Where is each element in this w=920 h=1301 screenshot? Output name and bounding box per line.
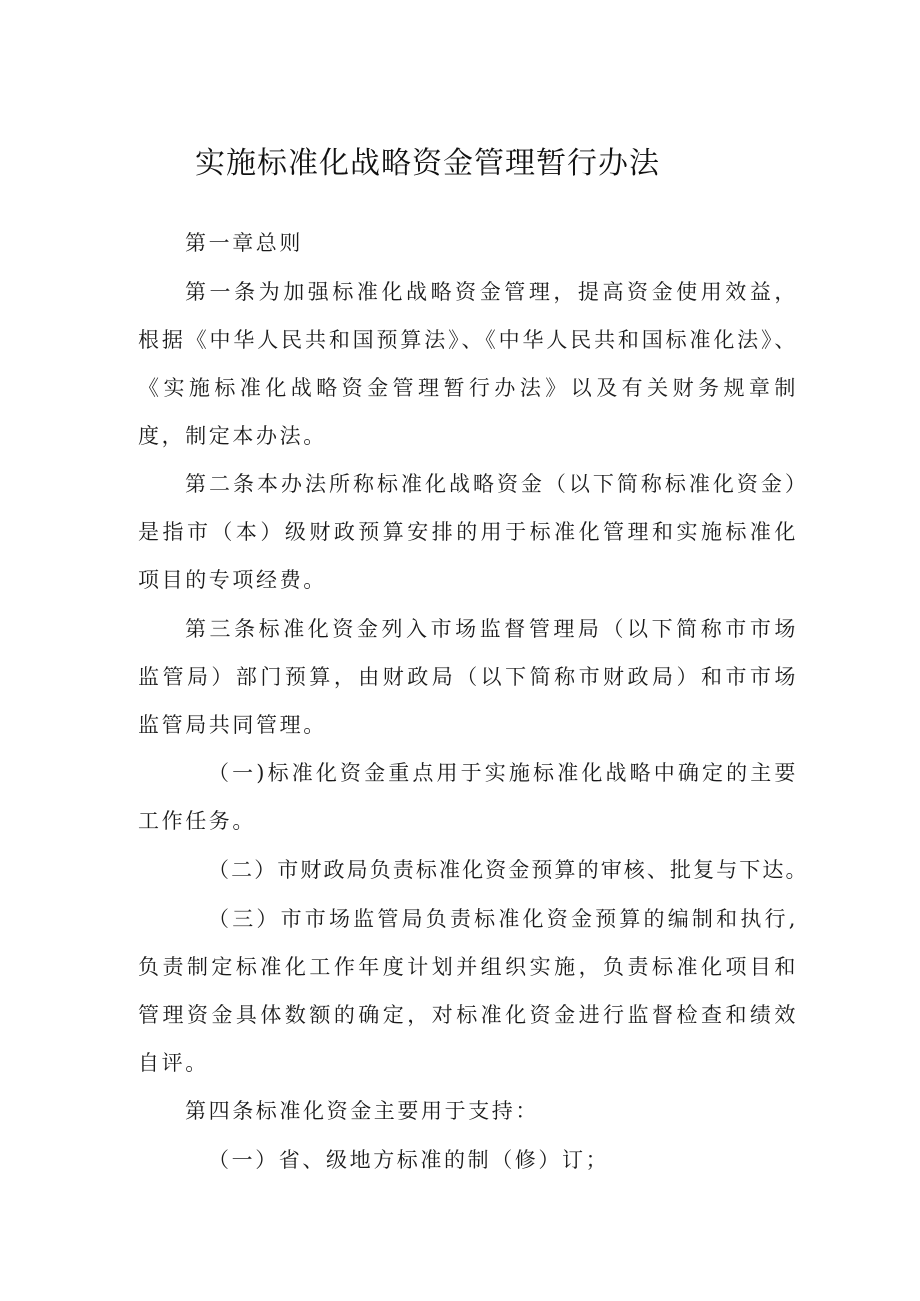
chapter-heading: 第一章总则 [185, 231, 303, 255]
article-2: 第二条本办法所称标准化战略资金（以下简称标准化资金）是指市（本）级财政预算安排的用于标准化管理和实施标准化项目的专项经费。 [138, 472, 798, 593]
article-1: 第一条为加强标准化战略资金管理，提高资金使用效益，根据《中华人民共和国预算法》、《中华人民共和国标准化法》、《实施标准化战略资金管理暂行办法》以及有关财务规章制度，制定本办法。 [138, 279, 798, 448]
article-3-item-3: （三）市市场监管局负责标准化资金预算的编制和执行,负责制定标准化工作年度计划并组织实施，负责标准化项目和管理资金具体数额的确定，对标准化资金进行监督检查和绩效自评。 [138, 906, 798, 1075]
article-4-item-1: （一）省、级地方标准的制（修）订； [208, 1147, 610, 1172]
article-3-item-2: （二）市财政局负责标准化资金预算的审核、批复与下达。 [208, 857, 809, 882]
document-body [138, 219, 809, 1184]
article-4: 第四条标准化资金主要用于支持： [185, 1099, 539, 1124]
document-title: 实施标准化战略资金管理暂行办法 [195, 146, 660, 181]
article-3: 第三条标准化资金列入市场监督管理局（以下简称市市场监管局）部门预算，由财政局（以下简称市财政局）和市市场监管局共同管理。 [138, 616, 798, 737]
article-3-item-1: （一)标准化资金重点用于实施标准化战略中确定的主要工作任务。 [138, 761, 798, 834]
